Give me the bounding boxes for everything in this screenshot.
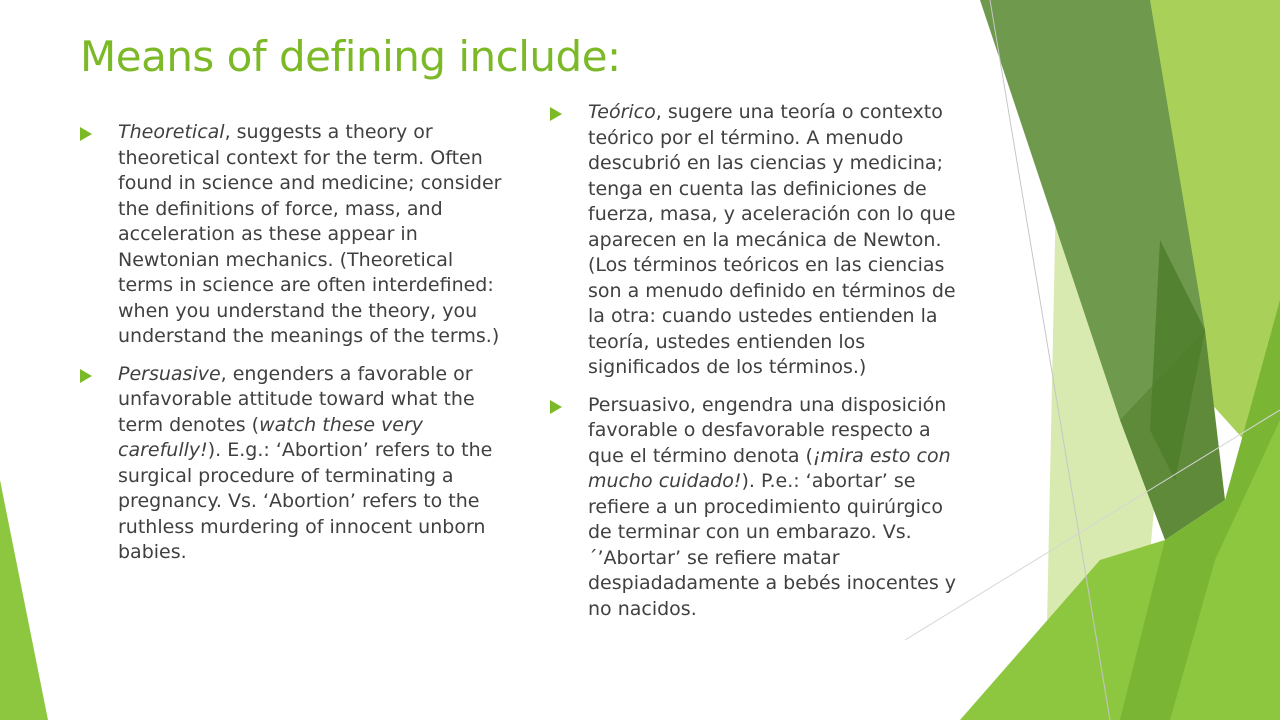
bullet-text: , sugere una teoría o contexto teórico por el término. A menudo descubrió en las ciencias y medicina; tenga en cuenta las definiciones de fuerza, masa, y aceleración con lo que aparecen en la mecánica de Newton. (Los términos teóricos en las ciencias son a menudo definido en términos de la otra: cuando ustedes entienden la teoría, ustedes entienden los significados de los términos.) xyxy=(588,101,956,378)
bullet-item-teorico xyxy=(550,100,970,381)
right-column-list xyxy=(550,100,970,634)
bullet-text: , suggests a theory or theoretical context for the term. Often found in science and medicine; consider the definitions of force, mass, and acceleration as these appear in Newtonian mechanics. (Theoretical terms in science are often interdefined: when you understand the theory, you understand the meanings of the terms.) xyxy=(118,121,502,347)
left-column-list xyxy=(80,120,505,578)
bullet-text-end: ). E.g.: ‘Abortion’ refers to the surgical procedure of terminating a pregnancy. Vs. ‘Abortion’ refers to the ruthless murdering of innocent unborn babies. xyxy=(118,439,493,563)
bullet-term: Theoretical xyxy=(118,121,225,143)
bullet-text: Persuasivo, engendra una disposición favorable o desfavorable respecto a que el término denota ( xyxy=(588,393,947,467)
bullet-item-theoretical xyxy=(80,120,505,350)
bullet-term: Teórico xyxy=(588,101,656,123)
triangle-arrow-right-icon xyxy=(80,127,92,141)
left-green-sliver xyxy=(0,480,48,720)
bullet-term: Persuasive xyxy=(118,362,221,385)
bullet-text: , engenders a favorable or unfavorable attitude toward what the term denotes ( xyxy=(118,362,475,436)
triangle-arrow-right-icon xyxy=(550,107,562,121)
bullet-emphasis: watch these very carefully! xyxy=(118,413,424,461)
slide-title: Means of defining include: xyxy=(80,32,621,81)
triangle-arrow-right-icon xyxy=(550,400,562,414)
bullet-emphasis: ¡mira esto con mucho cuidado! xyxy=(588,444,951,492)
bullet-item-persuasivo xyxy=(550,393,970,623)
bullet-text-end: ). P.e.: ‘abortar’ se refiere a un procedimiento quirúrgico de terminar con un embarazo. Vs.´’Abortar’ se refiere matar despiadadamente a bebés inocentes y no nacidos. xyxy=(588,470,957,620)
triangle-arrow-right-icon xyxy=(80,369,92,383)
bullet-item-persuasive xyxy=(80,362,505,566)
